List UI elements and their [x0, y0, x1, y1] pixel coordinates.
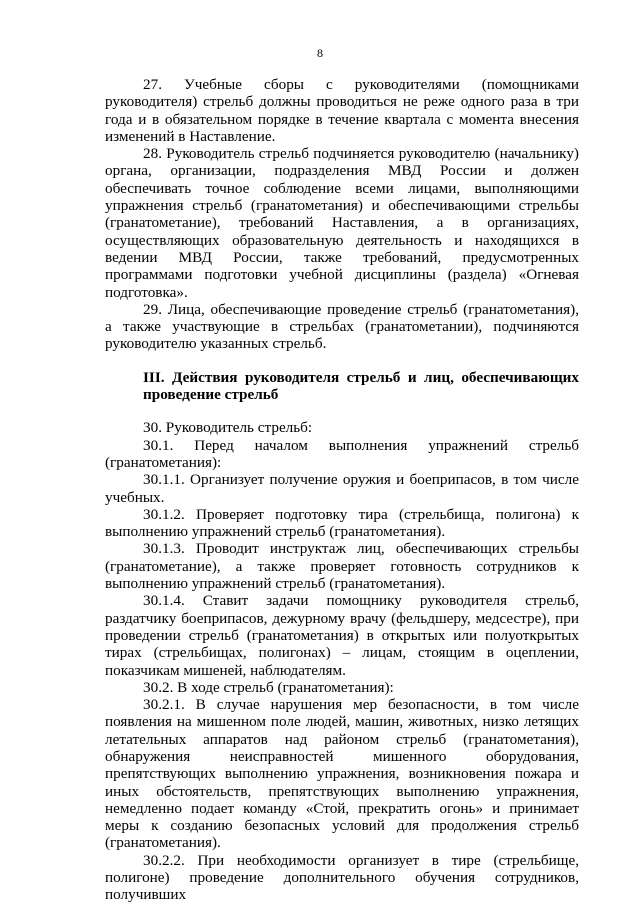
- spacer: [105, 403, 579, 419]
- paragraph-29: 29. Лица, обеспечивающие проведение стрельб (гранатометания), а также участвующие в стрельбах (гранатометании), подчиняются руководителю указанных стрельб.: [105, 300, 579, 353]
- document-body: [105, 76, 579, 904]
- paragraph-30-2-2: 30.2.2. При необходимости организует в тире (стрельбище, полигоне) проведение дополнительного обучения сотрудников, получивших: [105, 851, 579, 904]
- paragraph-30-2: 30.2. В ходе стрельб (гранатометания):: [143, 678, 394, 696]
- paragraph-30-2-1: 30.2.1. В случае нарушения мер безопасности, в том числе появления на мишенном поле людей, машин, животных, низко летящих летательных аппаратов над районом стрельб (гранатометания), обнаружения неисправностей мишенного оборудования, препятствующих выполнению упражнения, возникновения пожара и иных обстоятельств, препятствующих выполнению упражнения, немедленно подает команду «Стой, прекратить огонь» и принимает меры к созданию безопасных условий для продолжения стрельб (гранатометания).: [105, 696, 579, 852]
- page-number: 8: [317, 46, 323, 60]
- paragraph-28: 28. Руководитель стрельб подчиняется руководителю (начальнику) органа, организации, подразделения МВД России и должен обеспечивать точное соблюдение всеми лицами, выполняющими упражнения стрельб (гранатометания) и обеспечивающими стрельбы (гранатометание), требований Наставления, а в организациях, осуществляющих образовательную деятельность и находящихся в ведении МВД России, также требований, предусмотренных программами подготовки учебной дисциплины (раздела) «Огневая подготовка».: [105, 145, 579, 301]
- paragraph-30-1-3: 30.1.3. Проводит инструктаж лиц, обеспечивающих стрельбы (гранатометание), а также проверяет готовность сотрудников к выполнению упражнений стрельб (гранатометания).: [105, 540, 579, 593]
- section-heading: III. Действия руководителя стрельб и лиц, обеспечивающих проведение стрельб: [143, 368, 579, 404]
- paragraph-30-1-4: 30.1.4. Ставит задачи помощнику руководителя стрельб, раздатчику боеприпасов, дежурному врачу (фельдшеру, медсестре), при проведении стрельб (гранатометания) в открытых или полуоткрытых тирах (стрельбищах, полигонах) – лицам, стоящим в оцеплении, показчикам мишеней, наблюдателям.: [105, 592, 579, 679]
- paragraph-30: 30. Руководитель стрельб:: [143, 419, 313, 437]
- paragraph-30-1-1: 30.1.1. Организует получение оружия и боеприпасов, в том числе учебных.: [105, 471, 579, 506]
- paragraph-30-1-2: 30.1.2. Проверяет подготовку тира (стрельбища, полигона) к выполнению упражнений стрельб (гранатометания).: [105, 505, 579, 541]
- spacer: [105, 353, 579, 369]
- paragraph-30-1: 30.1. Перед началом выполнения упражнений стрельб (гранатометания):: [105, 436, 579, 471]
- paragraph-27: 27. Учебные сборы с руководителями (помощниками руководителя) стрельб должны проводиться не реже одного раза в три года и в обязательном порядке в течение квартала с момента внесения изменений в Наставление.: [105, 76, 579, 145]
